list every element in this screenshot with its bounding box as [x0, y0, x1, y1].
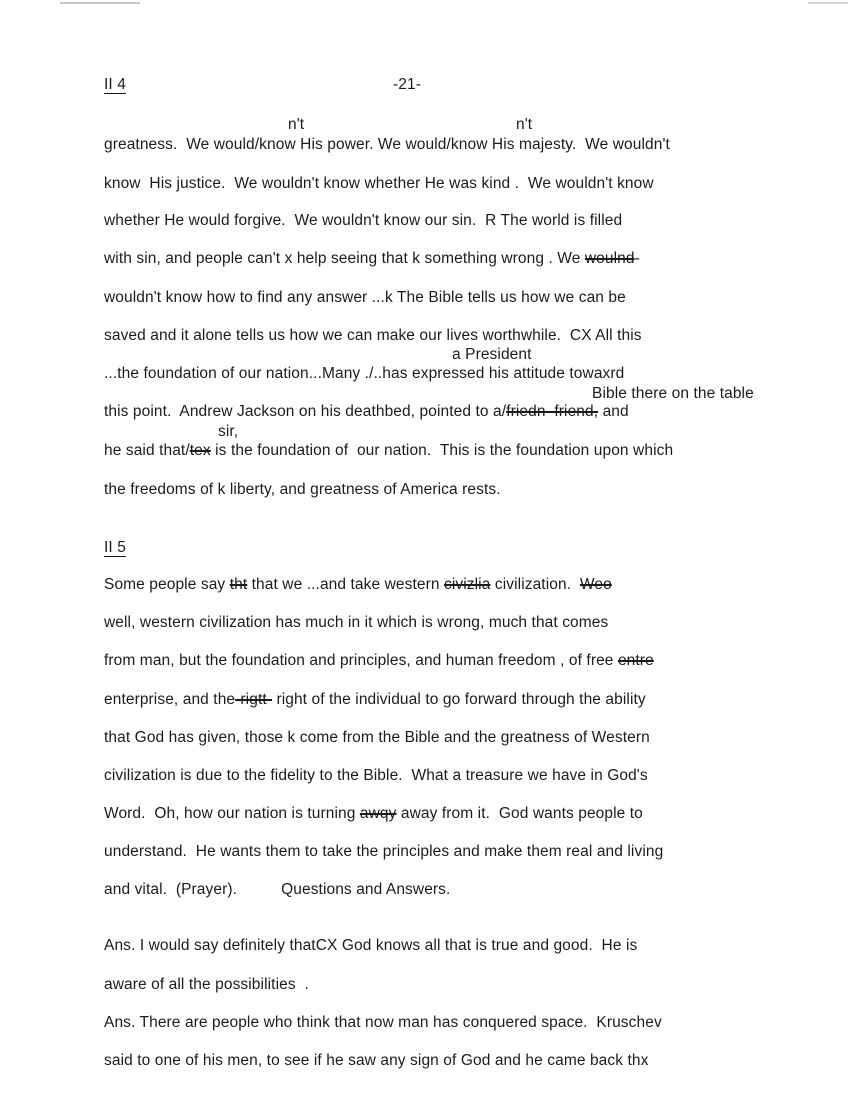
- text-segment: Word. Oh, how our nation is turning: [104, 805, 360, 822]
- scan-mark: [60, 2, 140, 4]
- section-heading-ii-4: II 4: [104, 76, 126, 93]
- text-segment: ...the foundation of our nation...Many ./..has expressed his attitude towaxrd: [104, 365, 625, 382]
- text-segment: n't: [516, 116, 533, 133]
- text-line: [104, 326, 642, 346]
- text-line: [104, 804, 643, 824]
- text-line: [104, 174, 654, 194]
- text-line: [104, 441, 673, 461]
- text-segment: is the foundation of our nation. This is the foundation upon which: [210, 442, 674, 459]
- text-segment: from man, but the foundation and principles, and human freedom , of free: [104, 652, 618, 669]
- text-segment: wouldn't know how to find any answer ...k The Bible tells us how we can be: [104, 289, 626, 306]
- text-segment: that we ...and take western: [247, 576, 444, 593]
- text-segment: a President: [452, 346, 532, 363]
- text-segment: know His justice. We wouldn't know whether He was kind . We wouldn't know: [104, 175, 654, 192]
- text-segment: away from it. God wants people to: [396, 805, 643, 822]
- text-segment: the freedoms of k liberty, and greatness of America rests.: [104, 481, 501, 498]
- text-line: [104, 575, 612, 595]
- text-segment: and vital. (Prayer). Questions and Answers.: [104, 881, 451, 898]
- text-line: [104, 613, 608, 633]
- text-segment: Ans. I would say definitely thatCX God knows all that is true and good. He is: [104, 937, 638, 954]
- text-line: [104, 211, 622, 231]
- text-line: [104, 936, 637, 956]
- text-segment: Some people say: [104, 576, 230, 593]
- text-segment: and: [598, 403, 629, 420]
- text-line: [104, 1051, 649, 1071]
- interlinear-insertion: [516, 115, 532, 135]
- text-line: [104, 402, 629, 422]
- scan-mark: [808, 2, 848, 4]
- text-line: [104, 690, 646, 710]
- text-segment: civilization.: [490, 576, 580, 593]
- section-heading-ii-5: II 5: [104, 539, 126, 556]
- text-segment: n't: [288, 116, 305, 133]
- struck-text: woulnd: [584, 250, 635, 267]
- text-segment: Ans. There are people who think that now man has conquered space. Kruschev: [104, 1014, 662, 1031]
- text-segment: aware of all the possibilities .: [104, 976, 309, 993]
- text-line: [104, 728, 650, 748]
- struck-text: Weo: [579, 576, 612, 593]
- text-segment: Bible there on the table: [592, 385, 754, 402]
- struck-text: entre: [617, 652, 654, 669]
- text-segment: enterprise, and the: [104, 691, 236, 708]
- text-segment: saved and it alone tells us how we can make our lives worthwhile. CX All this: [104, 327, 642, 344]
- text-line: [104, 249, 640, 269]
- text-segment: whether He would forgive. We wouldn't know our sin. R The world is filled: [104, 212, 623, 229]
- interlinear-insertion: [288, 115, 304, 135]
- text-segment: well, western civilization has much in it which is wrong, much that comes: [104, 614, 609, 631]
- text-segment: he said that/: [104, 442, 190, 459]
- text-segment: greatness. We would/know His power. We would/know His majesty. We wouldn't: [104, 136, 670, 153]
- struck-text: civizlia: [444, 576, 491, 593]
- text-segment: that God has given, those k come from the Bible and the greatness of Western: [104, 729, 650, 746]
- text-segment: civilization is due to the fidelity to the Bible. What a treasure we have in God's: [104, 767, 648, 784]
- text-line: [104, 651, 654, 671]
- page-number: -21-: [393, 76, 421, 93]
- interlinear-insertion: [452, 345, 532, 365]
- text-segment: this point. Andrew Jackson on his deathbed, pointed to a/: [104, 403, 507, 420]
- text-line: [104, 288, 626, 308]
- text-line: [104, 364, 624, 384]
- text-line: [104, 135, 670, 155]
- struck-text: tex: [189, 442, 211, 459]
- struck-text: friedn friend,: [506, 403, 599, 420]
- text-segment: sir,: [218, 423, 239, 440]
- text-line: [104, 1013, 662, 1033]
- struck-text: awqy: [359, 805, 397, 822]
- interlinear-insertion: [592, 384, 754, 404]
- text-line: [104, 480, 501, 500]
- interlinear-insertion: [218, 422, 238, 442]
- text-segment: right of the individual to go forward through the ability: [272, 691, 646, 708]
- text-segment: said to one of his men, to see if he saw any sign of God and he came back thx: [104, 1052, 649, 1069]
- text-line: [104, 975, 309, 995]
- text-line: [104, 842, 663, 862]
- text-segment: understand. He wants them to take the principles and make them real and living: [104, 843, 664, 860]
- text-line: [104, 880, 450, 900]
- text-line: [104, 766, 648, 786]
- struck-text: tht: [229, 576, 248, 593]
- text-segment: -: [634, 250, 640, 267]
- struck-text: -rigtt-: [235, 691, 273, 708]
- text-segment: with sin, and people can't x help seeing that k something wrong . We: [104, 250, 585, 267]
